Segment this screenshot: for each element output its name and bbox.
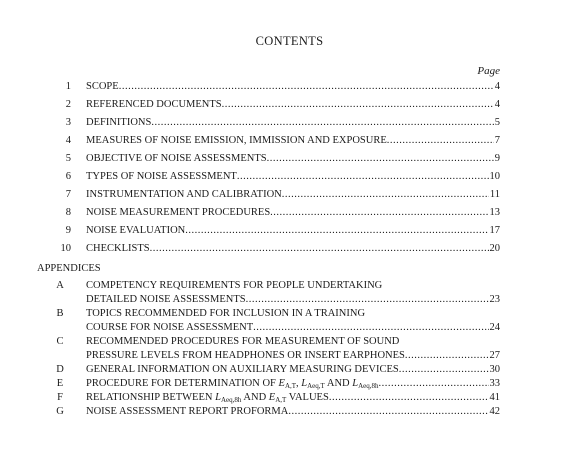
toc-page: 42 xyxy=(489,406,500,417)
leader-dots xyxy=(246,293,489,307)
toc-title: NOISE EVALUATION xyxy=(86,225,186,236)
leader-dots xyxy=(405,349,489,363)
leader-dots xyxy=(288,405,488,419)
leader-dots xyxy=(267,152,494,166)
leader-dots xyxy=(270,206,488,220)
symbol-subscript: A,T xyxy=(284,382,297,390)
appendix-entry-d[interactable] xyxy=(0,363,579,377)
page-column-label: Page xyxy=(477,65,500,77)
toc-title: CHECKLISTS xyxy=(86,243,150,254)
symbol-subscript: Aeq,8h xyxy=(220,396,242,404)
appendix-title-line1: COMPETENCY REQUIREMENTS FOR PEOPLE UNDERTAKING xyxy=(86,280,383,291)
toc-entry[interactable] xyxy=(0,152,579,166)
toc-title: DEFINITIONS xyxy=(86,117,152,128)
toc-title: MEASURES OF NOISE EMISSION, IMMISSION AND EXPOSURE xyxy=(86,135,387,146)
leader-dots xyxy=(222,98,494,112)
symbol-e: E xyxy=(268,392,276,403)
toc-entry[interactable] xyxy=(0,242,579,256)
appendix-entry-a[interactable] xyxy=(0,279,579,293)
appendix-letter: F xyxy=(57,392,63,403)
contents-title: CONTENTS xyxy=(255,34,324,48)
toc-number: 8 xyxy=(65,207,71,218)
symbol-subscript: A,T xyxy=(275,396,287,404)
toc-page: 33 xyxy=(489,378,500,389)
toc-title: SCOPE xyxy=(86,81,119,92)
symbol-subscript: Aeq,8h xyxy=(358,382,379,390)
appendix-letter: G xyxy=(56,406,64,417)
toc-entry[interactable] xyxy=(0,224,579,238)
leader-dots xyxy=(151,116,493,130)
leader-dots xyxy=(282,188,489,202)
toc-entry[interactable] xyxy=(0,134,579,148)
appendix-title-line2: PRESSURE LEVELS FROM HEADPHONES OR INSERT EARPHONES xyxy=(86,350,405,361)
toc-page: 30 xyxy=(489,364,500,375)
symbol-e: E xyxy=(278,378,285,389)
toc-entry[interactable] xyxy=(0,116,579,130)
appendix-entry-a-cont[interactable] xyxy=(0,293,579,307)
toc-entry[interactable] xyxy=(0,170,579,184)
toc-number: 5 xyxy=(65,153,71,164)
appendix-entry-e[interactable] xyxy=(0,377,579,391)
toc-page: 10 xyxy=(489,171,500,182)
toc-page: 27 xyxy=(489,350,500,361)
leader-dots xyxy=(379,377,489,391)
toc-page: 41 xyxy=(489,392,500,403)
appendix-letter: A xyxy=(56,280,64,291)
toc-page: 11 xyxy=(489,189,500,200)
leader-dots xyxy=(185,224,488,238)
appendix-title: NOISE ASSESSMENT REPORT PROFORMA xyxy=(86,406,289,417)
toc-page: 24 xyxy=(489,322,500,333)
title-suffix: VALUES xyxy=(286,392,329,403)
toc-title: NOISE MEASUREMENT PROCEDURES xyxy=(86,207,271,218)
separator: , xyxy=(296,378,302,389)
toc-title: INSTRUMENTATION AND CALIBRATION xyxy=(86,189,282,200)
toc-entry[interactable] xyxy=(0,98,579,112)
toc-title: OBJECTIVE OF NOISE ASSESSMENTS xyxy=(86,153,267,164)
appendix-entry-b-cont[interactable] xyxy=(0,321,579,335)
leader-dots xyxy=(329,391,489,405)
toc-page: 9 xyxy=(494,153,500,164)
toc-page: 7 xyxy=(494,135,500,146)
toc-number: 10 xyxy=(60,243,71,254)
leader-dots xyxy=(399,363,489,377)
toc-number: 3 xyxy=(65,117,71,128)
toc-page: 20 xyxy=(489,243,500,254)
appendix-letter: C xyxy=(56,336,64,347)
toc-page: 4 xyxy=(494,81,500,92)
toc-number: 7 xyxy=(65,189,71,200)
appendix-title-line1: TOPICS RECOMMENDED FOR INCLUSION IN A TRAINING xyxy=(86,308,366,319)
appendix-letter: B xyxy=(56,308,64,319)
toc-page: 5 xyxy=(494,117,500,128)
toc-number: 1 xyxy=(65,81,71,92)
toc-entry[interactable] xyxy=(0,206,579,220)
appendix-entry-c[interactable] xyxy=(0,335,579,349)
leader-dots xyxy=(237,170,489,184)
separator: AND xyxy=(324,378,353,389)
appendix-entry-c-cont[interactable] xyxy=(0,349,579,363)
appendix-entry-g[interactable] xyxy=(0,405,579,419)
toc-number: 6 xyxy=(65,171,71,182)
toc-page: 23 xyxy=(489,294,500,305)
toc-entry[interactable] xyxy=(0,188,579,202)
title-prefix: PROCEDURE FOR DETERMINATION OF xyxy=(86,378,279,389)
toc-number: 4 xyxy=(65,135,71,146)
toc-title: TYPES OF NOISE ASSESSMENT xyxy=(86,171,237,182)
toc-page: 4 xyxy=(494,99,500,110)
appendix-title-line2: COURSE FOR NOISE ASSESSMENT xyxy=(86,322,254,333)
toc-title: REFERENCED DOCUMENTS xyxy=(86,99,222,110)
separator: AND xyxy=(241,392,269,403)
appendix-letter: E xyxy=(56,378,64,389)
appendix-title-line2: DETAILED NOISE ASSESSMENTS xyxy=(86,294,246,305)
appendix-entry-f[interactable] xyxy=(0,391,579,405)
appendix-entry-b[interactable] xyxy=(0,307,579,321)
appendix-letter: D xyxy=(56,364,64,375)
title-prefix: RELATIONSHIP BETWEEN xyxy=(86,392,216,403)
leader-dots xyxy=(119,80,494,94)
leader-dots xyxy=(387,134,494,148)
appendices-heading: APPENDICES xyxy=(37,263,101,274)
toc-entry[interactable] xyxy=(0,80,579,94)
appendix-title-line1: RECOMMENDED PROCEDURES FOR MEASUREMENT OF SOUND xyxy=(86,336,400,347)
toc-number: 2 xyxy=(65,99,71,110)
symbol-l: L xyxy=(215,392,221,403)
symbol-l: L xyxy=(301,378,308,389)
toc-page: 13 xyxy=(489,207,500,218)
toc-page: 17 xyxy=(489,225,500,236)
toc-number: 9 xyxy=(65,225,71,236)
leader-dots xyxy=(253,321,488,335)
symbol-l: L xyxy=(352,378,359,389)
symbol-subscript: Aeq,T xyxy=(307,382,325,390)
leader-dots xyxy=(150,242,489,256)
appendix-title: GENERAL INFORMATION ON AUXILIARY MEASURING DEVICES xyxy=(86,364,399,375)
